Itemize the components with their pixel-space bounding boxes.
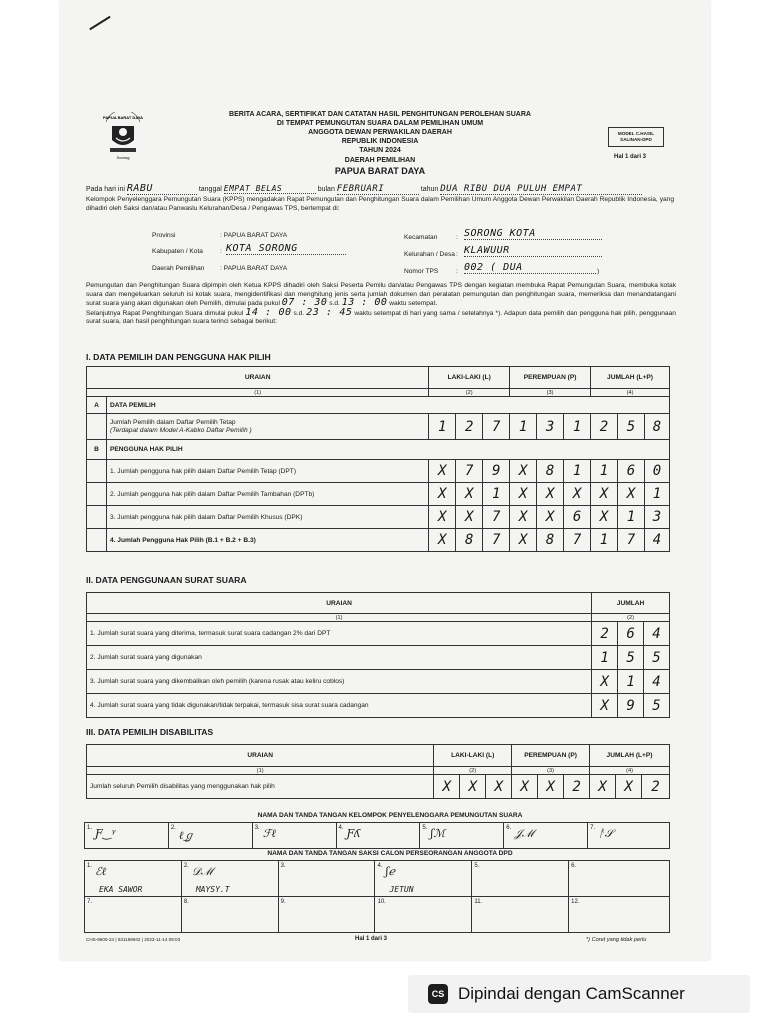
digit-cell: 1	[564, 460, 591, 483]
saksi-num: 5.	[474, 863, 480, 869]
provinsi-label: Provinsi	[152, 232, 176, 239]
digit-cell: 1	[510, 414, 537, 440]
digit-cell: X	[486, 775, 512, 799]
kpps-num: 3.	[254, 825, 260, 831]
saksi-num: 7.	[87, 899, 93, 905]
table-row	[87, 460, 670, 483]
camscanner-text: Dipindai dengan CamScanner	[458, 984, 685, 1003]
kabupaten-value: KOTA SORONG	[226, 243, 346, 255]
saksi-signature-cell	[181, 897, 278, 933]
col-perempuan: PEREMPUAN (P)	[512, 745, 590, 767]
kpps-signature-cell	[420, 823, 504, 849]
camscanner-icon: CS	[428, 984, 448, 1004]
col-index: (1)	[87, 614, 592, 622]
footer-code: CHS-9600-24 | 631169942 | 2023-11-14 08:03	[86, 937, 181, 942]
digit-cell: 5	[618, 414, 645, 440]
row-sublabel: (Terdapat dalam Model A-Kabko Daftar Pemilih )	[109, 426, 252, 434]
col-index: (1)	[87, 767, 434, 775]
saksi-signature-cell	[278, 861, 375, 897]
digit-cell: 1	[483, 483, 510, 506]
row-label: 3. Jumlah surat suara yang dikembalikan oleh pemilih (karena rusak atau keliru coblos)	[87, 670, 592, 694]
saksi-num: 3.	[280, 863, 286, 869]
section3-table	[86, 744, 670, 799]
signature-scribble: Ƒ‿ᵞ	[95, 827, 116, 840]
saksi-num: 6.	[571, 863, 577, 869]
logo-caption-bottom: Sorong	[116, 155, 130, 160]
group-code: B	[87, 440, 107, 460]
title-line: REPUBLIK INDONESIA	[341, 138, 419, 145]
digit-cell: 8	[644, 414, 669, 440]
daerah-label: DAERAH PEMILIHAN	[344, 157, 416, 164]
signature-scribble: ℰℓ	[95, 865, 107, 878]
day-value: RABU	[127, 183, 197, 195]
year-label: tahun	[420, 186, 439, 193]
digit-cell: X	[510, 483, 537, 506]
col-jumlah: JUMLAH (L+P)	[591, 367, 670, 389]
kelurahan-value: KLAWUUR	[464, 245, 602, 257]
digit-cell: X	[590, 775, 616, 799]
title-line: BERITA ACARA, SERTIFIKAT DAN CATATAN HASIL PENGHITUNGAN PEROLEHAN SUARA	[229, 111, 531, 118]
kpps-num: 6.	[506, 825, 512, 831]
kpu-logo-icon	[100, 112, 146, 162]
saksi-signature-title: NAMA DAN TANDA TANGAN SAKSI CALON PERSEORANGAN ANGGOTA DPD	[267, 850, 513, 857]
section2-table	[86, 592, 670, 718]
digit-cell: X	[538, 775, 564, 799]
row-label: Jumlah seluruh Pemilih disabilitas yang menggunakan hak pilih	[87, 775, 434, 799]
digit-cell: 2	[592, 622, 618, 646]
digit-cell: 8	[456, 529, 483, 552]
digit-cell: 7	[564, 529, 591, 552]
digit-cell: X	[591, 506, 618, 529]
model-box	[608, 127, 664, 147]
digit-cell: X	[616, 775, 642, 799]
col-laki: LAKI-LAKI (L)	[429, 367, 510, 389]
digit-cell: 7	[483, 529, 510, 552]
col-index: (2)	[434, 767, 512, 775]
digit-cell: 1	[591, 529, 618, 552]
saksi-num: 12.	[571, 899, 580, 905]
col-index: (1)	[87, 389, 429, 397]
page-indicator: Hal 1 dari 3	[614, 154, 647, 160]
kabupaten-label: Kabupaten / Kota	[152, 248, 203, 255]
kecamatan-value: SORONG KOTA	[464, 228, 602, 240]
col-perempuan: PEREMPUAN (P)	[510, 367, 591, 389]
digit-cell: X	[456, 506, 483, 529]
digit-cell: 2	[456, 414, 483, 440]
digit-cell: X	[456, 483, 483, 506]
digit-cell: 9	[483, 460, 510, 483]
kecamatan-label: Kecamatan	[404, 234, 438, 241]
sd-label: s.d.	[329, 300, 340, 308]
digit-cell: 1	[644, 483, 669, 506]
tps-close: )	[597, 268, 600, 275]
group-code: A	[87, 397, 107, 414]
saksi-signature-cell	[278, 897, 375, 933]
col-jumlah: JUMLAH (L+P)	[590, 745, 670, 767]
digit-cell: 1	[592, 646, 618, 670]
col-uraian: URAIAN	[87, 367, 429, 389]
saksi-name: EKA SAWOR	[99, 885, 143, 894]
month-label: bulan	[317, 186, 335, 193]
digit-cell: 2	[591, 414, 618, 440]
signature-scribble: 𝒥ℳ	[514, 827, 535, 840]
digit-cell: 1	[564, 414, 591, 440]
tps-value: 002 ( DUA	[464, 262, 596, 274]
model-line: SALINAN-DPD	[620, 137, 652, 142]
title-line: TAHUN 2024	[359, 147, 401, 154]
digit-cell: X	[510, 529, 537, 552]
digit-cell: 9	[618, 694, 644, 718]
row-label: 1. Jumlah pengguna hak pilih dalam Daftar Pemilih Tetap (DPT)	[106, 460, 428, 483]
year-value: DUA RIBU DUA PULUH EMPAT	[440, 184, 642, 195]
signature-scribble: ℓ͜ℊ	[178, 829, 195, 842]
saksi-name: MAYSY.T	[195, 885, 230, 894]
table-row	[87, 529, 670, 552]
digit-cell: X	[537, 483, 564, 506]
camscanner-watermark	[408, 975, 750, 1013]
digit-cell: 3	[537, 414, 564, 440]
daerah-pemilihan-value: : PAPUA BARAT DAYA	[220, 265, 288, 272]
kpps-signature-cell	[336, 823, 420, 849]
kpps-signature-cell	[504, 823, 588, 849]
saksi-signature-cell	[181, 861, 278, 897]
signature-scribble: Ƒʎ	[346, 827, 361, 840]
table-row	[87, 506, 670, 529]
day-label: Pada hari ini	[86, 186, 125, 193]
kpps-signature-table	[84, 822, 670, 849]
table-row	[87, 483, 670, 506]
col-index: (3)	[510, 389, 591, 397]
row-label: 3. Jumlah pengguna hak pilih dalam Daftar Pemilih Khusus (DPK)	[106, 506, 428, 529]
col-laki: LAKI-LAKI (L)	[434, 745, 512, 767]
digit-cell: X	[429, 506, 456, 529]
table-row	[87, 670, 670, 694]
digit-cell: 2	[641, 775, 669, 799]
digit-cell: 5	[618, 646, 644, 670]
col-jumlah: JUMLAH	[592, 593, 670, 614]
digit-cell: 8	[537, 460, 564, 483]
col-index: (2)	[429, 389, 510, 397]
digit-cell: 6	[618, 622, 644, 646]
col-index: (3)	[512, 767, 590, 775]
kpps-signature-title: NAMA DAN TANDA TANGAN KELOMPOK PENYELENGGARA PEMUNGUTAN SUARA	[257, 812, 523, 819]
saksi-num: 1.	[87, 863, 93, 869]
voting-text-4: waktu setempat di hari yang sama / setelahnya *). Adapun data pemilih dan pengguna hak pilih, penggunaan surat suara, dan hasil penghitungan suara terinci sebagai berikut:	[86, 309, 676, 326]
voting-text-2: waktu setempat.	[389, 300, 438, 308]
digit-cell: 0	[644, 460, 669, 483]
saksi-num: 2.	[183, 863, 189, 869]
daerah-value: PAPUA BARAT DAYA	[334, 166, 426, 176]
saksi-name: JETUN	[389, 885, 414, 894]
row-label: 4. Jumlah Pengguna Hak Pilih (B.1 + B.2 + B.3)	[106, 529, 428, 552]
digit-cell: 6	[564, 506, 591, 529]
digit-cell: X	[434, 775, 460, 799]
digit-cell: X	[591, 483, 618, 506]
section1-table	[86, 366, 670, 552]
date-value: EMPAT BELAS	[224, 184, 316, 194]
digit-cell: 5	[644, 694, 670, 718]
digit-cell: 3	[644, 506, 669, 529]
digit-cell: 4	[644, 622, 670, 646]
daerah-pemilihan-label: Daerah Pemilihan	[152, 265, 205, 272]
count-end: 23 : 45	[306, 306, 353, 318]
digit-cell: X	[512, 775, 538, 799]
digit-cell: X	[592, 670, 618, 694]
row-label: 4. Jumlah surat suara yang tidak digunakan/tidak terpakai, termasuk sisa surat suara cadangan	[87, 694, 592, 718]
saksi-signature-cell	[375, 861, 472, 897]
section1-title: I. DATA PEMILIH DAN PENGGUNA HAK PILIH	[86, 352, 271, 362]
digit-cell: 1	[429, 414, 456, 440]
col-index: (2)	[592, 614, 670, 622]
digit-cell: X	[564, 483, 591, 506]
signature-scribble: ᚨ𝒮	[598, 827, 614, 840]
table-row	[87, 775, 670, 799]
model-line: MODEL C.HASIL	[617, 131, 655, 136]
kpps-signature-cell	[85, 823, 169, 849]
logo-caption-top: PAPUA BARAT DAYA	[102, 115, 144, 120]
saksi-signature-cell	[375, 897, 472, 933]
row-label: Jumlah Pemilih dalam Daftar Pemilih Tetap	[109, 418, 236, 426]
section3-title: III. DATA PEMILIH DISABILITAS	[86, 727, 214, 737]
digit-cell: 7	[483, 414, 510, 440]
provinsi-value: : PAPUA BARAT DAYA	[220, 232, 288, 239]
daerah-block	[250, 157, 510, 176]
digit-cell: 1	[618, 506, 645, 529]
digit-cell: X	[460, 775, 486, 799]
voting-text-3: Selanjutnya Rapat Penghitungan Suara dimulai pukul	[86, 309, 244, 317]
footer-page: Hal 1 dari 3	[355, 936, 388, 942]
kpps-signature-cell	[588, 823, 670, 849]
kpps-num: 4.	[338, 825, 344, 831]
sd-label: s.d.	[293, 309, 305, 317]
digit-cell: X	[618, 483, 645, 506]
saksi-num: 4.	[377, 863, 383, 869]
count-start: 14 : 00	[245, 306, 292, 318]
section2-title: II. DATA PENGGUNAAN SURAT SUARA	[86, 575, 247, 585]
digit-cell: 7	[456, 460, 483, 483]
col-index: (4)	[591, 389, 670, 397]
signature-scribble: ʃℳ	[430, 827, 446, 840]
digit-cell: 5	[644, 646, 670, 670]
col-index: (4)	[590, 767, 670, 775]
digit-cell: X	[592, 694, 618, 718]
signature-scribble: ℱℓ	[262, 827, 276, 840]
title-line: ANGGOTA DEWAN PERWAKILAN DAERAH	[308, 129, 452, 136]
kpps-signature-cell	[168, 823, 252, 849]
saksi-signature-cell	[569, 861, 670, 897]
digit-cell: 6	[618, 460, 645, 483]
saksi-num: 9.	[280, 899, 286, 905]
digit-cell: X	[429, 460, 456, 483]
kelurahan-label: Kelurahan / Desa	[404, 251, 455, 258]
row-label: 1. Jumlah surat suara yang diterima, termasuk surat suara cadangan 2% dari DPT	[87, 622, 592, 646]
tps-label: Nomor TPS	[404, 268, 439, 275]
group-title: PENGGUNA HAK PILIH	[106, 440, 669, 460]
digit-cell: 4	[644, 529, 669, 552]
opening-paragraph: Kelompok Penyelenggara Pemungutan Suara (KPPS) mengadakan Rapat Pemungutan dan Penghitungan Suara dalam Pemilihan Umum Anggota Dewan Perwakilan Daerah Republik Indonesia, yang dihadiri oleh Saksi dan/atau Panwaslu Kelurahan/Desa / Pengawas TPS, bertempat di:	[86, 196, 674, 212]
digit-cell: X	[510, 460, 537, 483]
saksi-num: 8.	[183, 899, 189, 905]
table-row	[87, 622, 670, 646]
kpps-signature-cell	[252, 823, 336, 849]
saksi-signature-table	[84, 860, 670, 933]
voting-paragraph	[86, 282, 676, 327]
digit-cell: 7	[618, 529, 645, 552]
saksi-num: 11.	[474, 899, 483, 905]
digit-cell: X	[510, 506, 537, 529]
end-time: 13 : 00	[341, 297, 388, 309]
col-uraian: URAIAN	[87, 593, 592, 614]
saksi-num: 10.	[377, 899, 386, 905]
group-title: DATA PEMILIH	[106, 397, 669, 414]
digit-cell: 4	[644, 670, 670, 694]
table-row	[87, 414, 670, 440]
saksi-signature-cell	[85, 897, 182, 933]
kpps-num: 7.	[590, 825, 596, 831]
footer-note: *) Coret yang tidak perlu	[586, 937, 647, 943]
kpps-num: 5.	[422, 825, 428, 831]
signature-scribble: ʃℯ	[385, 865, 395, 878]
start-time: 07 : 30	[281, 297, 328, 309]
digit-cell: X	[429, 529, 456, 552]
digit-cell: 1	[591, 460, 618, 483]
digit-cell: X	[537, 506, 564, 529]
saksi-signature-cell	[569, 897, 670, 933]
row-label: 2. Jumlah surat suara yang digunakan	[87, 646, 592, 670]
title-line: DI TEMPAT PEMUNGUTAN SUARA DALAM PEMILIHAN UMUM	[276, 120, 484, 127]
table-row	[87, 646, 670, 670]
kpps-num: 2.	[170, 825, 176, 831]
saksi-signature-cell	[472, 897, 569, 933]
signature-scribble: 𝒟ℳ	[191, 865, 213, 878]
saksi-signature-cell	[85, 861, 182, 897]
digit-cell: 2	[564, 775, 590, 799]
digit-cell: 8	[537, 529, 564, 552]
table-row	[87, 694, 670, 718]
date-label: tanggal	[198, 186, 222, 193]
month-value: FEBRUARI	[337, 184, 419, 195]
document-title	[150, 110, 610, 155]
row-label: 2. Jumlah pengguna hak pilih dalam Daftar Pemilih Tambahan (DPTb)	[106, 483, 428, 506]
voting-text-1: Pemungutan dan Penghitungan Suara dipimpin oleh Ketua KPPS dihadiri oleh Saksi Peserta Pemilu dan/atau Pengawas TPS dengan kegiatan membuka Rapat Pemungutan Suara, membuka kotak suara dan mengeluarkan seluruh isi kotak suara, mengidentifikasi dan menghitung jenis serta jumlah dokumen dan peralatan pemungutan dan penghitungan suara, memeriksa dan menandatangani surat suara yang akan digunakan oleh Pemilih, dimulai pada pukul	[86, 282, 676, 308]
digit-cell: 7	[483, 506, 510, 529]
saksi-signature-cell	[472, 861, 569, 897]
digit-cell: X	[429, 483, 456, 506]
kpps-num: 1.	[87, 825, 93, 831]
col-uraian: URAIAN	[87, 745, 434, 767]
digit-cell: 1	[618, 670, 644, 694]
opening-line	[86, 183, 642, 195]
